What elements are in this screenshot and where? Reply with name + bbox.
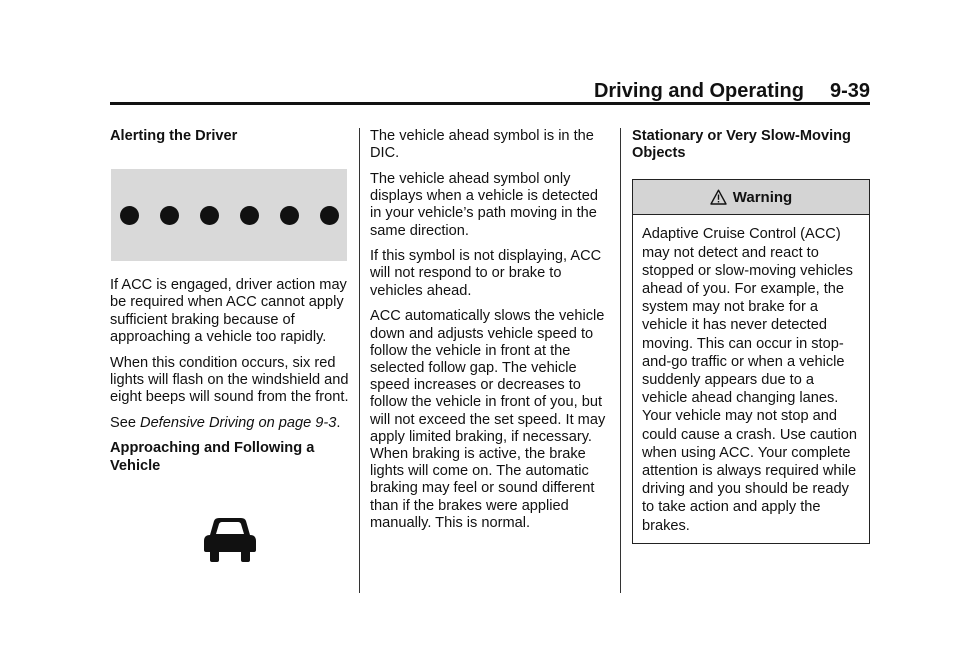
column-2 — [370, 128, 610, 540]
header-rule — [110, 102, 870, 105]
warning-label: Warning — [732, 188, 793, 206]
heading-alerting-driver: Alerting the Driver — [110, 128, 238, 144]
warning-light-1 — [120, 206, 139, 225]
heading-stationary-objects: Stationary or Very Slow-Moving Objects — [632, 128, 851, 162]
column-1 — [110, 128, 350, 585]
vehicle-ahead-figure — [110, 515, 350, 585]
warning-triangle-icon — [710, 189, 727, 205]
column-3 — [632, 128, 870, 544]
paragraph-symbol-display: The vehicle ahead symbol only displays when a vehicle is detected in your vehicle’s path moving in the same direction. — [370, 170, 598, 239]
warning-light-3 — [200, 206, 219, 225]
warning-light-2 — [160, 206, 179, 225]
warning-box — [632, 179, 870, 543]
warning-text: Adaptive Cruise Control (ACC) may not detect and react to stopped or slow-moving vehicles ahead of you. For example, the system may not brake for a vehicle it has never detected moving. This can occur in stop-and-go traffic or when a vehicle suddenly appears due to a vehicle ahead changing lanes. Your vehicle may not stop and could cause a crash. Use caution when using ACC. Your complete attention is always required while driving and you should be ready to take action and apply the brakes. — [642, 226, 857, 534]
page-number: 9-39 — [829, 80, 870, 102]
column-divider-2 — [620, 128, 621, 593]
warning-light-4 — [240, 206, 259, 225]
paragraph-acc-slows: ACC automatically slows the vehicle down and adjusts vehicle speed to follow the vehicle in front at the selected follow gap. The vehicle speed increases or decreases to follow the vehicle in front of you, but will not exceed the set speed. It may apply limited braking, if necessary. When braking is active, the brake lights will come on. The automatic braking may feel or sound different than if the brakes were applied manually. This is normal. — [370, 308, 606, 531]
windshield-lights-figure — [111, 169, 347, 261]
vehicle-ahead-icon — [200, 515, 260, 565]
page-header — [110, 80, 870, 102]
section-title: Driving and Operating — [593, 80, 804, 102]
paragraph-symbol-missing: If this symbol is not displaying, ACC will not respond to or brake to vehicles ahead. — [370, 248, 602, 299]
warning-light-5 — [280, 206, 299, 225]
warning-header — [633, 180, 869, 215]
paragraph-acc-engaged: If ACC is engaged, driver action may be required when ACC cannot apply sufficient braking because of approaching a vehicle too rapidly. — [110, 277, 347, 345]
paragraph-condition: When this condition occurs, six red lights will flash on the windshield and eight beeps will sound from the front. — [110, 354, 349, 405]
paragraph-symbol-dic: The vehicle ahead symbol is in the DIC. — [370, 128, 594, 162]
column-divider-1 — [359, 128, 360, 593]
heading-approaching: Approaching and Following a Vehicle — [110, 440, 315, 474]
warning-light-6 — [320, 206, 339, 225]
paragraph-see-reference: See Defensive Driving on page 9-3. — [110, 414, 341, 431]
reference-link[interactable]: Defensive Driving on page 9-3 — [140, 414, 337, 431]
